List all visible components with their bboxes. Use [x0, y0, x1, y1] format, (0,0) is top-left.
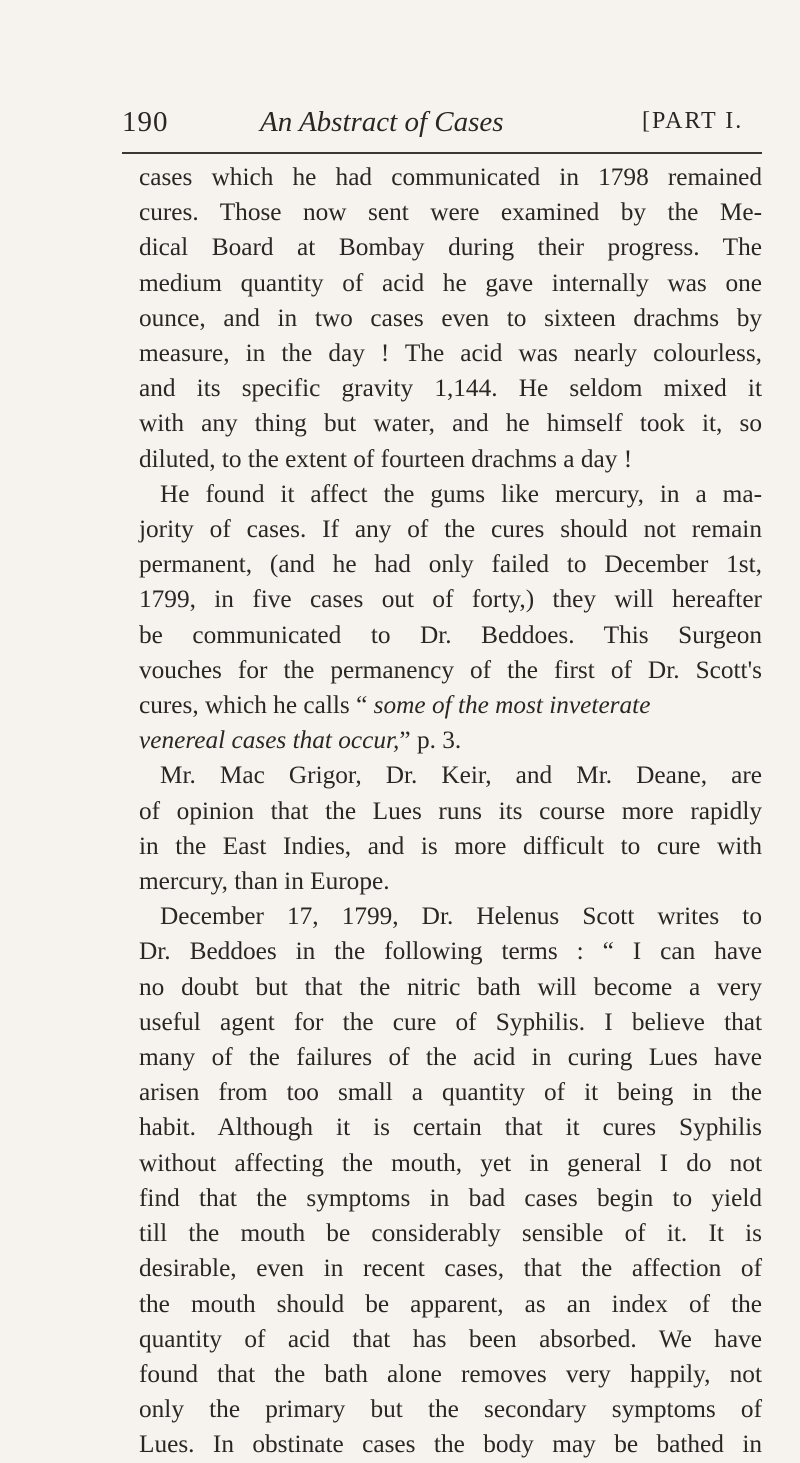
text-line: Lues. In obstinate cases the body may be bathed in [139, 1430, 762, 1459]
text-line: medium quantity of acid he gave internally was one [139, 268, 762, 297]
text-line: permanent, (and he had only failed to December 1st, [139, 550, 762, 579]
text-line-with-quote [139, 723, 762, 758]
text-line: 1799, in five cases out of forty,) they will hereafter [139, 585, 762, 614]
text-line-with-quote [139, 688, 762, 723]
part-label: [PART I. [642, 108, 744, 134]
body-text [139, 160, 762, 1463]
text-line: dical Board at Bombay during their progress. The [139, 233, 762, 262]
text-line: with any thing but water, and he himself took it, so [139, 409, 762, 438]
close-quote-page-ref: ” p. 3. [399, 726, 462, 755]
text-line: measure, in the day ! The acid was nearly colourless, [139, 339, 762, 368]
quoted-phrase: some of the most inveterate [373, 691, 651, 720]
text-line: find that the symptoms in bad cases begin to yield [139, 1183, 762, 1212]
text-line: He found it affect the gums like mercury, in a ma- [160, 479, 762, 508]
text-line: till the mouth be considerably sensible of it. It is [139, 1219, 762, 1248]
text-line: mercury, than in Europe. [139, 867, 390, 896]
text-line: cases which he had communicated in 1798 remained [139, 163, 762, 191]
text-line: only the primary but the secondary symptoms of [139, 1395, 762, 1424]
text-line: found that the bath alone removes very happily, not [139, 1359, 762, 1388]
text-line: arisen from too small a quantity of it being in the [139, 1078, 762, 1107]
text-line: cures. Those now sent were examined by the Me- [139, 198, 762, 227]
open-quote: “ [356, 691, 368, 720]
text-line: quantity of acid that has been absorbed. We have [139, 1324, 762, 1353]
page-number: 190 [122, 106, 169, 138]
text-line: habit. Although it is certain that it cures Syphilis [139, 1113, 762, 1142]
text-line: without affecting the mouth, yet in general I do not [139, 1148, 762, 1177]
text-line: vouches for the permanency of the first of Dr. Scott's [139, 655, 762, 684]
text-line: December 17, 1799, Dr. Helenus Scott writes to [160, 902, 762, 931]
running-head [122, 106, 762, 146]
text-line: be communicated to Dr. Beddoes. This Surgeon [139, 620, 762, 649]
text-line: the mouth should be apparent, as an index of the [139, 1289, 762, 1318]
text-line: and its specific gravity 1,144. He seldom mixed it [139, 374, 762, 403]
text-line: diluted, to the extent of fourteen drachms a day ! [139, 444, 633, 473]
text-line: many of the failures of the acid in curing Lues have [139, 1043, 762, 1072]
text-line: jority of cases. If any of the cures should not remain [139, 515, 762, 544]
text-line: no doubt but that the nitric bath will become a very [139, 972, 762, 1001]
text-line: ounce, and in two cases even to sixteen drachms by [139, 303, 762, 332]
text-line: Dr. Beddoes in the following terms : “ I can have [139, 937, 762, 966]
header-rule [122, 152, 762, 154]
text-line: useful agent for the cure of Syphilis. I believe that [139, 1007, 762, 1036]
text-line: desirable, even in recent cases, that the affection of [139, 1254, 762, 1283]
text-line: Mr. Mac Grigor, Dr. Keir, and Mr. Deane, are [160, 761, 762, 790]
text-line: of opinion that the Lues runs its course more rapidly [139, 796, 762, 825]
text-segment: cures, which he calls [139, 691, 350, 720]
text-line: in the East Indies, and is more difficult to cure with [139, 831, 762, 860]
running-title: An Abstract of Cases [260, 106, 504, 138]
quoted-phrase: venereal cases that occur, [139, 726, 400, 755]
